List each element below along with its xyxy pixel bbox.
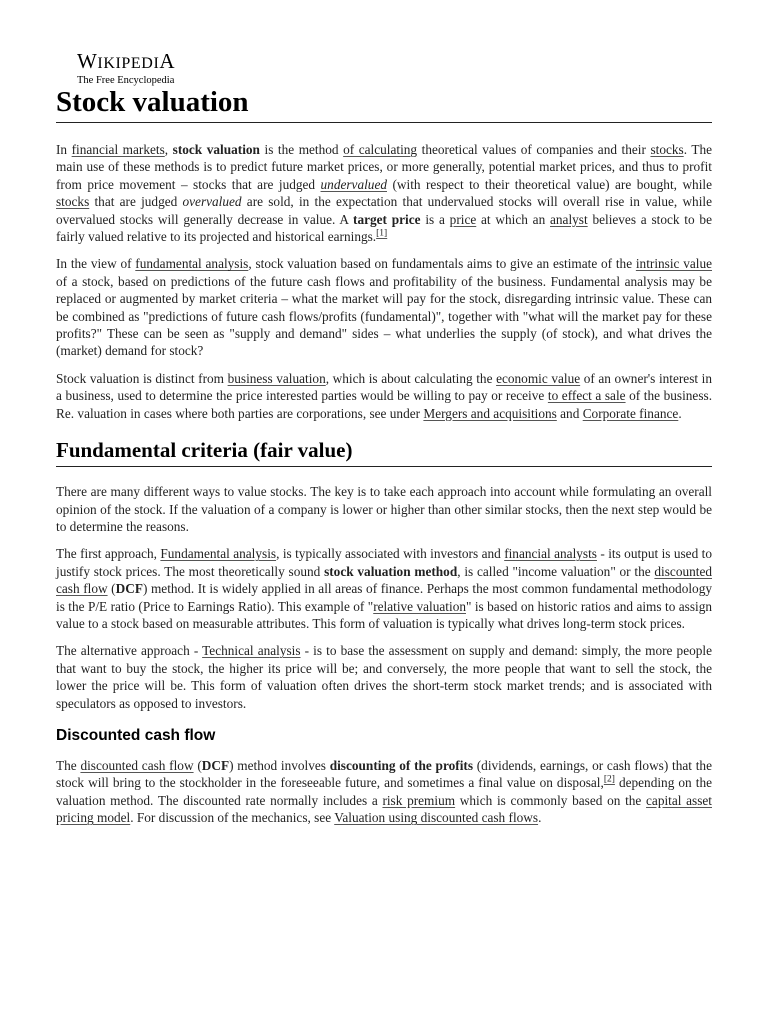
link-analyst[interactable]: analyst bbox=[550, 211, 588, 227]
link-of-calculating[interactable]: of calculating bbox=[343, 142, 418, 157]
link-fundamental-analysis-2[interactable]: Fundamental analysis bbox=[160, 546, 277, 562]
paragraph-alternative-approach: The alternative approach - Technical analysis - is to base the assessment on supply and demand: simply, the more people that want to buy the stock, the higher its price will be; and conversely, the more people that want to sell the stock, the lower the price will be. This form of valuation often drives the short-term stock market trends; and is associated with speculators as opposed to investors. bbox=[56, 643, 712, 711]
link-discounted-cash-flow[interactable]: discounted cash flow bbox=[56, 563, 713, 597]
page-title: Stock valuation bbox=[56, 82, 712, 123]
paragraph-dcf-method: The discounted cash flow (DCF) method involves discounting of the profits (dividends, earnings, or cash flows) that the stock will bring to the stockholder in the foreseeable future, and sometimes a final value on disposal,[2] depending on the valuation method. The discounted rate normally includes a risk premium which is commonly based on the capital asset pricing model. For discussion of the mechanics, see Valuation using discounted cash flows. bbox=[56, 757, 712, 826]
link-discounted-cash-flow-2[interactable]: discounted cash flow bbox=[80, 757, 194, 773]
logo-tagline: The Free Encyclopedia bbox=[77, 75, 175, 86]
link-economic-value[interactable]: economic value bbox=[496, 370, 581, 386]
paragraph-ways-to-value: There are many different ways to value stocks. The key is to take each approach into account while formulating an overall opinion of the stock. If the valuation of a company is lower or higher than other similar stocks, then the next step would be to determine the reasons. bbox=[56, 484, 712, 534]
link-relative-valuation[interactable]: relative valuation bbox=[373, 598, 466, 614]
reference-1[interactable]: [1] bbox=[376, 228, 388, 239]
paragraph-business-valuation: Stock valuation is distinct from business valuation, which is about calculating the economic value of an owner's interest in a business, used to determine the price interested parties would be willing to pay or receive to effect a sale of the business. Re. valuation in cases where both parties are corporations, see under Mergers and acquisitions and Corporate finance. bbox=[56, 370, 713, 421]
link-financial-markets[interactable]: financial markets bbox=[71, 142, 165, 157]
paragraph-intro: In financial markets, stock valuation is the method of calculating theoretical values of companies and their stocks. The main use of these methods is to predict future market prices, or more generally, potential market prices, and thus to profit from price movement – stocks that are judged undervalued (with respect to their theoretical value) are bought, while stocks that are judged overvalued are sold, in the expectation that undervalued stocks will overall rise in value, while overvalued stocks will generally decrease in value. A target price is a price at which an analyst believes a stock to be fairly valued relative to its projected and historical earnings.[1] bbox=[56, 142, 713, 245]
link-business-valuation[interactable]: business valuation bbox=[227, 370, 326, 386]
link-stocks-2[interactable]: stocks bbox=[56, 194, 90, 210]
link-fundamental-analysis[interactable]: fundamental analysis bbox=[135, 256, 249, 272]
link-to-effect-a-sale[interactable]: to effect a sale bbox=[547, 388, 626, 404]
link-mergers-and-acquisitions[interactable]: Mergers and acquisitions bbox=[423, 405, 557, 421]
subsection-heading-discounted-cash-flow: Discounted cash flow bbox=[56, 726, 216, 744]
link-financial-analysts[interactable]: financial analysts bbox=[504, 546, 597, 562]
link-technical-analysis[interactable]: Technical analysis bbox=[202, 643, 301, 659]
link-risk-premium[interactable]: risk premium bbox=[382, 792, 456, 808]
logo-wordmark: WIKIPEDIA bbox=[77, 49, 176, 73]
paragraph-first-approach: The first approach, Fundamental analysis, is typically associated with investors and financial analysts - its output is used to justify stock prices. The most theoretically sound stock valuation method, is called "income valuation" or the discounted cash flow (DCF) method. It is widely applied in all areas of finance. Perhaps the most common fundamental methodology is the P/E ratio (Price to Earnings Ratio). This example of "relative valuation" is based on historic ratios and aims to assign value to a stock based on measurable attributes. This form of valuation is typically what drives long-term stock prices. bbox=[56, 546, 713, 631]
link-stocks[interactable]: stocks bbox=[650, 142, 684, 157]
article-body bbox=[56, 141, 712, 837]
paragraph-fundamental-view: In the view of fundamental analysis, stock valuation based on fundamentals aims to give an estimate of the intrinsic value of a stock, based on predictions of the future cash flows and profitability of the business. Fundamental analysis may be replaced or augmented by market criteria – what the market will pay for the stock, disregarding intrinsic value. These can be combined as "predictions of future cash flows/profits (fundamental)", together with "what will the market pay for these profits?" These can be seen as "supply and demand" sides – what underlies the supply (of stock), and what drives the (market) demand for stock? bbox=[56, 256, 712, 359]
link-corporate-finance[interactable]: Corporate finance bbox=[582, 405, 679, 421]
link-intrinsic-value[interactable]: intrinsic value bbox=[635, 256, 712, 272]
link-undervalued[interactable]: undervalued bbox=[320, 176, 387, 192]
link-capital-asset-pricing-model[interactable]: capital asset pricing model bbox=[56, 792, 712, 826]
reference-2[interactable]: [2] bbox=[603, 774, 615, 785]
link-valuation-using-dcf[interactable]: Valuation using discounted cash flows bbox=[334, 810, 539, 826]
section-heading-fundamental-criteria: Fundamental criteria (fair value) bbox=[56, 436, 712, 467]
link-price[interactable]: price bbox=[449, 211, 477, 227]
